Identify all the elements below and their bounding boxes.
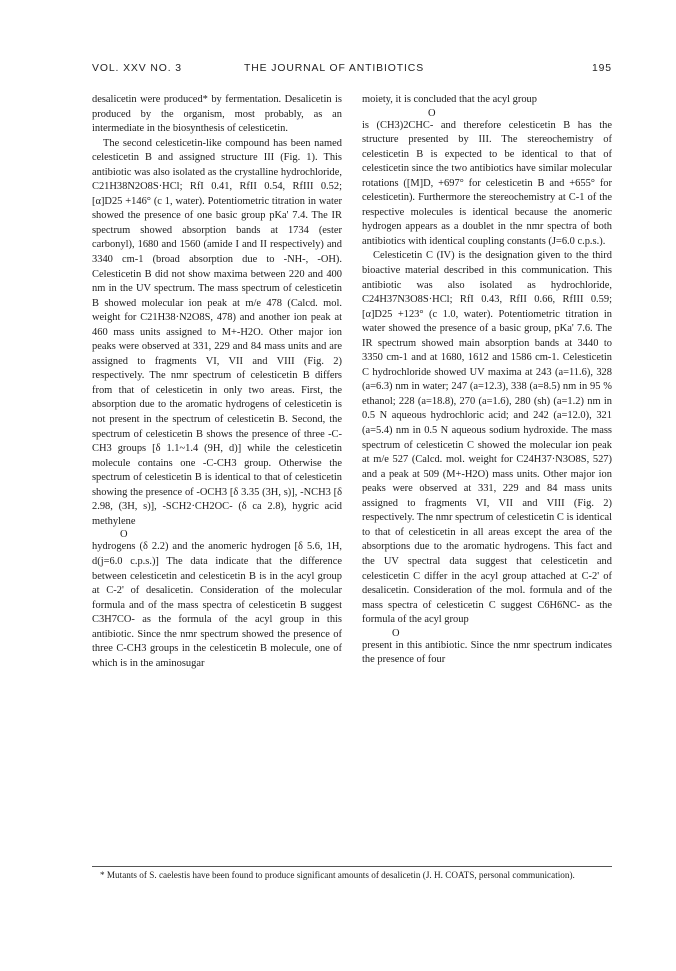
carbonyl-oxygen-mark: O	[428, 107, 436, 119]
page-number: 195	[591, 63, 612, 74]
left-column	[92, 93, 342, 671]
paragraph-nmr: present in this antibiotic. Since the nmr spectrum indicates the presence of four	[362, 639, 612, 666]
journal-title: THE JOURNAL OF ANTIBIOTICS	[244, 63, 425, 74]
footnote	[92, 869, 612, 882]
volume-info: VOL. XXV NO. 3	[92, 63, 182, 74]
footnote-divider	[92, 866, 612, 867]
right-column	[362, 93, 612, 668]
paragraph-hydrogens: hydrogens (δ 2.2) and the anomeric hydrogen [δ 5.6, 1H, d(j=6.0 c.p.s.)] The data indicate that the difference between celesticetin and celesticetin B is in the acyl group at C-2' of desalicetin. Consideration of the molecular formula and of the mass spectra of celesticetin B suggest C3H7CO- as the formula of the acyl group in this antibiotic. Since the nmr spectrum showed the presence of three C-CH3 groups in the celesticetin B molecule, one of which is in the aminosugar	[92, 541, 342, 669]
footnote-text: * Mutants of S. caelestis have been found to produce significant amounts of desalicetin (J. H. COATS, personal communication).	[100, 870, 575, 880]
paragraph-stereochemistry: is (CH3)2CHC- and therefore celesticetin B has the structure presented by III. The stereochemistry of celesticetin B is expected to be identical to that of celesticetin since the two antibiotics have similar molecular rotations ([M]D, +697° for celesticetin B and +655° for celesticetin). Furthermore the stereochemistry at C-1 of the respective molecules is identical because the anomeric hydrogen appears as a doublet in the nmr spectra of both antibiotics with identical coupling constants (J=6.0 c.p.s.).	[362, 119, 612, 247]
running-header	[92, 63, 612, 79]
paragraph-desalicetin: desalicetin were produced* by fermentation. Desalicetin is produced by the organism, most probably, as an intermediate in the biosynthesis of celesticetin.	[92, 94, 342, 135]
carbonyl-oxygen-mark: O	[120, 529, 128, 541]
carbonyl-oxygen-mark: O	[392, 627, 400, 639]
paragraph-celesticetin-b: The second celesticetin-like compound has been named celesticetin B and assigned structure III (Fig. 1). This antibiotic was also isolated as the crystalline hydrochloride, C21H38N2O8S·HCl; RfI 0.41, RfII 0.54, RfIII 0.52; [α]D25 +146° (c 1, water). Potentiometric titration in water showed the presence of one basic group pKa' 7.4. The IR spectrum showed absorption bands at 1734 (ester carbonyl), 1680 and 1560 (amide I and II respectively) and 3340 cm-1 (broad absorption due to -NH-, -OH). Celesticetin B did not show maxima between 220 and 400 nm in the UV spectrum. The mass spectrum of celesticetin B showed molecular ion peak at m/e 478 (Calcd. mol. weight for C21H38·N2O8S, 478) and another ion peak at 460 mass units assigned to M+-H2O. Other major ion peaks were observed at 331, 229 and 84 mass units and are assigned to fragments VI, VII and VIII (Fig. 2) respectively. The nmr spectrum of celesticetin B differs from that of celesticetin in only two areas. First, the absorption due to the aromatic hydrogens of celesticetin is not present in the spectrum of celesticetin B. Second, the spectrum of celesticetin B shows the presence of three -C-CH3 groups [δ 1.1~1.4 (9H, d)] while the celesticetin molecule contains one -C-CH3 group. Otherwise the spectrum of celesticetin B is identical to that of celesticetin showing the presence of -OCH3 [δ 3.35 (3H, s)], -NCH3 [δ 2.98, (3H, s)], -SCH2·CH2OC- (δ ca 2.8), hygric acid methylene	[92, 137, 342, 527]
paragraph-acyl-moiety: moiety, it is concluded that the acyl group	[362, 94, 537, 105]
paragraph-celesticetin-c: Celesticetin C (IV) is the designation given to the third bioactive material described in this communication. This antibiotic was also isolated as hydrochloride, C24H37N3O8S·HCl; RfI 0.43, RfII 0.66, RfIII 0.59; [α]D25 +123° (c 1.0, water). Potentiometric titration in water showed the presence of a basic group, pKa' 7.6. The IR spectrum showed main absorption bands at 3440 to 3350 cm-1 and at 1680, 1612 and 1586 cm-1. Celesticetin C hydrochloride showed UV maxima at 243 (a=11.6), 328 (a=6.3) nm in water; 247 (a=12.3), 338 (a=8.5) nm in 95 % ethanol; 228 (a=18.8), 270 (a=1.6), 280 (sh) (a=1.2) nm in 0.5 N aqueous hydrochloric acid; and 242 (a=12.0), 321 (a=5.4) nm in 0.5 N aqueous sodium hydroxide. The mass spectrum of celesticetin C showed the molecular ion peak at m/e 527 (Calcd. mol. weight for C24H37·N3O8S, 527) and a peak at 509 (M+-H2O) mass units. Other major ion peaks were observed at 331, 229 and 84 mass units assigned to fragments VI, VII and VIII (Fig. 2) respectively. The nmr spectrum of celesticetin C is identical to that of celesticetin in all areas except the area of the absorptions due to the aromatic hydrogens. This fact and the UV spectral data suggest that celesticetin and celesticetin C differ in the acyl group attached at C-2' of desalicetin. Consideration of the mol. formula and of the mass spectra of celesticetin C suggest C6H6NC- as the formula of the acyl group	[362, 250, 612, 626]
